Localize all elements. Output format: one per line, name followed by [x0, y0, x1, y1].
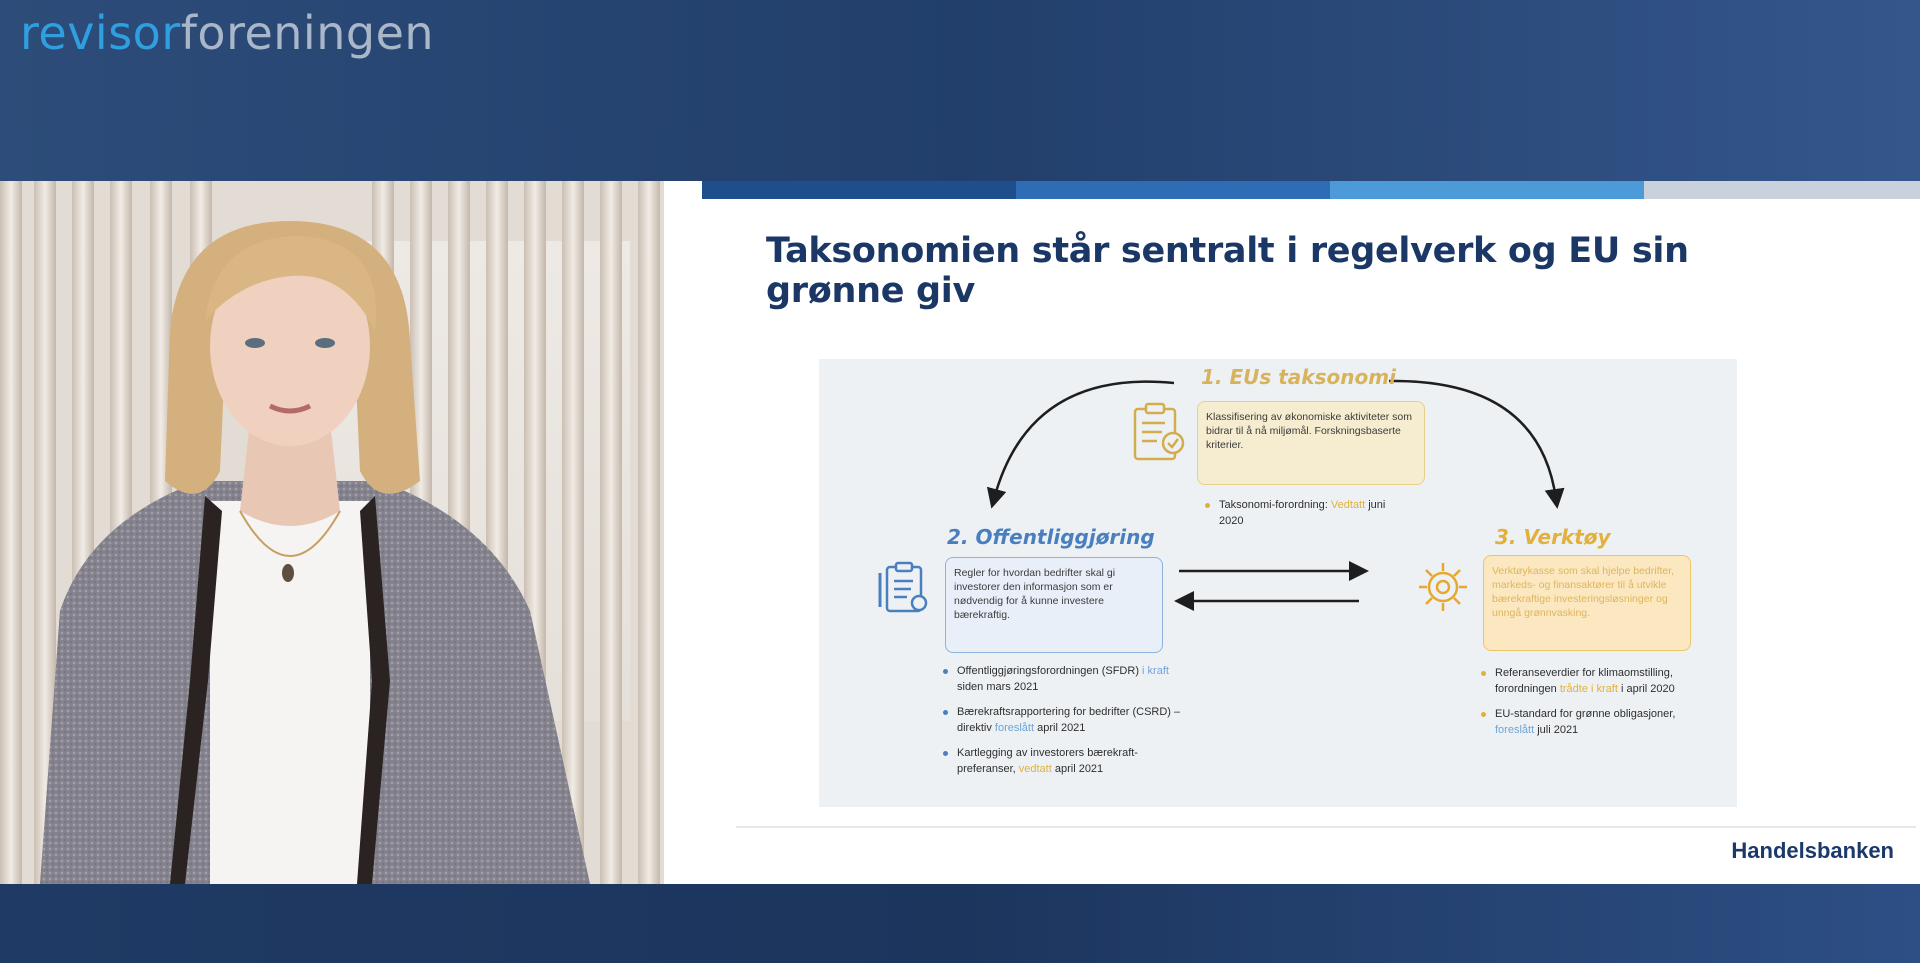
slide-top-bar-2	[1016, 181, 1330, 199]
presenter-figure	[0, 181, 664, 884]
section3-bullet: Referanseverdier for klimaomstilling, forordningen trådte i kraft i april 2020	[1479, 665, 1679, 697]
brand-part1: revisor	[20, 6, 181, 60]
section2-bullets	[941, 663, 1181, 786]
gear-wrench-icon	[1411, 555, 1475, 624]
section3-bullets	[1479, 665, 1679, 747]
section1-bullet: Taksonomi-forordning: Vedtatt juni 2020	[1203, 497, 1403, 529]
presentation-slide	[664, 181, 1920, 884]
section2-bullet: Kartlegging av investorers bærekraft-preferanser, vedtatt april 2021	[941, 745, 1181, 777]
taxonomy-diagram	[819, 359, 1737, 807]
section3-bullet: EU-standard for grønne obligasjoner, foreslått juli 2021	[1479, 706, 1679, 738]
footer-band	[0, 884, 1920, 963]
section1-bullets	[1203, 497, 1403, 538]
section1-title: 1. EUs taksonomi	[1201, 365, 1396, 389]
section1-box: Klassifisering av økonomiske aktiviteter som bidrar til å nå miljømål. Forskningsbaserte kriterier.	[1197, 401, 1425, 485]
slide-top-bar-3	[1330, 181, 1644, 199]
clipboard-check-icon	[1129, 401, 1187, 468]
clipboard-list-icon	[875, 561, 931, 622]
presenter-video	[0, 181, 664, 884]
brand-part2: foreningen	[180, 6, 435, 60]
slide-title: Taksonomien står sentralt i regelverk og EU sin grønne giv	[766, 231, 1689, 311]
section3-box: Verktøykasse som skal hjelpe bedrifter, markeds- og finansaktører til å utvikle bærekraftige investeringsløsninger og unngå grønnvasking.	[1483, 555, 1691, 651]
section2-title: 2. Offentliggjøring	[947, 525, 1155, 549]
brand-logo	[20, 6, 434, 60]
slide-footer-divider	[736, 826, 1916, 828]
slide-top-bar-1	[702, 181, 1016, 199]
section3-title: 3. Verktøy	[1495, 525, 1611, 549]
slide-top-bar-4	[1644, 181, 1920, 199]
handelsbanken-logo: Handelsbanken	[1731, 838, 1894, 863]
section2-box: Regler for hvordan bedrifter skal gi investorer den informasjon som er nødvendig for å kunne investere bærekraftig.	[945, 557, 1163, 653]
section2-bullet: Bærekraftsrapportering for bedrifter (CSRD) – direktiv foreslått april 2021	[941, 704, 1181, 736]
section2-bullet: Offentliggjøringsforordningen (SFDR) i kraft siden mars 2021	[941, 663, 1181, 695]
